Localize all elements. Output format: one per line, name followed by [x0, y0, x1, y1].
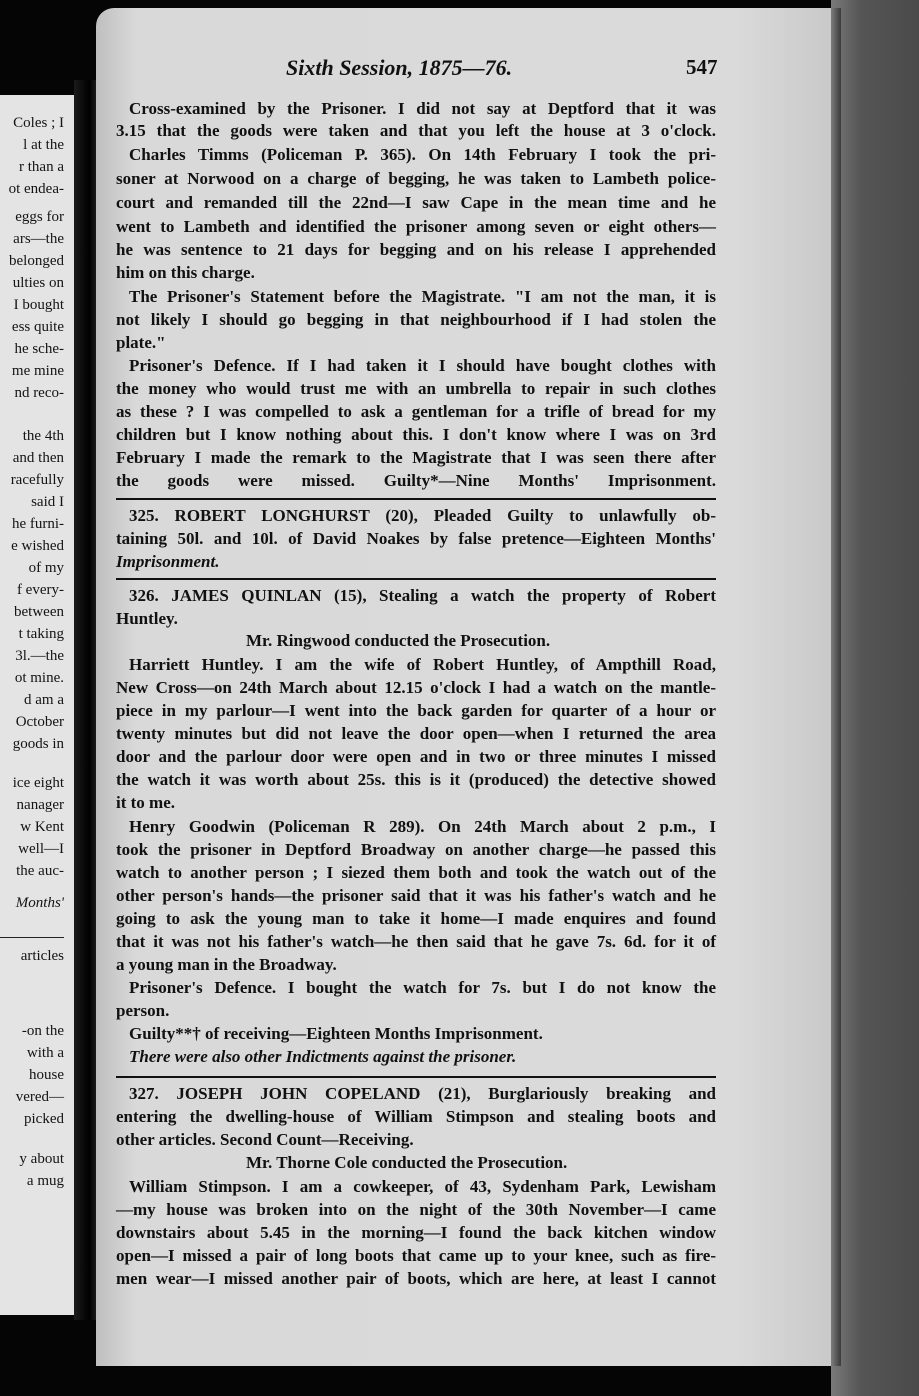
left-line: well—I	[18, 841, 64, 857]
section-rule	[116, 1076, 716, 1078]
text-line: him on this charge.	[116, 263, 255, 282]
left-line: the auc-	[16, 863, 64, 879]
left-line: he sche-	[14, 341, 64, 357]
text-line: twenty minutes but did not leave the door open—when I returned the area	[116, 724, 716, 743]
text-line: as these ? I was compelled to ask a gentleman for a trifle of bread for my	[116, 402, 716, 421]
left-line: Coles ; I	[13, 115, 64, 131]
text-line: it to me.	[116, 793, 176, 812]
left-line: eggs for	[15, 209, 64, 225]
left-line: the 4th	[22, 428, 64, 444]
text-line: plate."	[116, 333, 166, 352]
left-line: nanager	[16, 797, 64, 813]
left-line: me mine	[11, 363, 64, 379]
left-line: nd reco-	[14, 385, 64, 401]
text-line: open—I missed a pair of long boots that came up to your knee, such as fire-	[116, 1246, 716, 1265]
text-line: William Stimpson. I am a cowkeeper, of 43, Sydenham Park, Lewisham	[129, 1177, 716, 1196]
left-line: vered—	[15, 1089, 64, 1105]
text-line: 326. JAMES QUINLAN (15), Stealing a watch the property of Robert	[129, 586, 716, 605]
text-line: the money who would trust me with an umbrella to repair in such clothes	[116, 379, 716, 398]
text-line: going to ask the young man to take it home—I made enquires and found	[116, 909, 716, 928]
text-line: Harriett Huntley. I am the wife of Robert Huntley, of Ampthill Road,	[129, 655, 716, 674]
background-strip	[831, 0, 919, 1396]
text-line: Guilty**† of receiving—Eighteen Months Imprisonment.	[129, 1024, 543, 1043]
text-line: children but I know nothing about this. I don't know where I was on 3rd	[116, 425, 716, 444]
text-line: that it was not his father's watch—he then said that he gave 7s. 6d. for it of	[116, 932, 716, 951]
left-line: ars—the	[13, 231, 64, 247]
text-line: the goods were missed. Guilty*—Nine Months' Imprisonment.	[116, 471, 716, 490]
text-line: other person's hands—the prisoner said that it was his father's watch and he	[116, 886, 716, 905]
text-line: took the prisoner in Deptford Broadway on another charge—he passed this	[116, 840, 716, 859]
left-line: said I	[31, 494, 64, 510]
text-line: a young man in the Broadway.	[116, 955, 337, 974]
text-line: court and remanded till the 22nd—I saw Cape in the mean time and he	[116, 193, 716, 212]
left-line: I bought	[13, 297, 64, 313]
page-edge	[832, 8, 841, 1366]
left-line: d am a	[24, 692, 64, 708]
text-line: Cross-examined by the Prisoner. I did not say at Deptford that it was	[129, 99, 716, 118]
text-line: person.	[116, 1001, 170, 1020]
left-line: picked	[24, 1111, 64, 1127]
left-line: y about	[19, 1151, 64, 1167]
text-line: Prisoner's Defence. If I had taken it I should have bought clothes with	[129, 356, 716, 375]
text-line: Henry Goodwin (Policeman R 289). On 24th March about 2 p.m., I	[129, 817, 716, 836]
text-line: There were also other Indictments against the prisoner.	[129, 1047, 517, 1066]
text-line: watch to another person ; I siezed them both and took the watch out of the	[116, 863, 716, 882]
text-line: downstairs about 5.45 in the morning—I found the back kitchen window	[116, 1223, 716, 1242]
left-line: r than a	[19, 159, 64, 175]
left-line: belonged	[9, 253, 64, 269]
left-line: between	[14, 604, 64, 620]
left-line: with a	[26, 1045, 64, 1061]
text-line: Huntley.	[116, 609, 178, 628]
text-line: he was sentence to 21 days for begging and on his release I apprehended	[116, 240, 716, 259]
text-line: 325. ROBERT LONGHURST (20), Pleaded Guilty to unlawfully ob-	[129, 506, 716, 525]
section-rule	[116, 498, 716, 500]
left-line: ice eight	[12, 775, 64, 791]
left-line: ot endea-	[8, 181, 64, 197]
text-line: —my house was broken into on the night of the 30th November—I came	[116, 1200, 716, 1219]
text-line: The Prisoner's Statement before the Magistrate. "I am not the man, it is	[129, 287, 716, 306]
left-line: f every-	[16, 582, 64, 598]
text-line: men wear—I missed another pair of boots, which are here, at least I cannot	[116, 1269, 716, 1288]
text-line: taining 50l. and 10l. of David Noakes by false pretence—Eighteen Months'	[116, 529, 716, 548]
left-line: l at the	[23, 137, 64, 153]
text-line: other articles. Second Count—Receiving.	[116, 1130, 414, 1149]
left-rule	[0, 937, 64, 938]
left-line: t taking	[18, 626, 64, 642]
left-line: e wished	[11, 538, 64, 554]
left-line: and then	[12, 450, 64, 466]
text-line: Mr. Thorne Cole conducted the Prosecution.	[246, 1153, 568, 1172]
text-line: entering the dwelling-house of William Stimpson and stealing boots and	[116, 1107, 716, 1126]
left-line: of my	[28, 560, 64, 576]
text-line: not likely I should go begging in that neighbourhood if I had stolen the	[116, 310, 716, 329]
left-line: he furni-	[11, 516, 64, 532]
left-line: goods in	[12, 736, 64, 752]
left-line: 3l.—the	[15, 648, 64, 664]
left-line: house	[29, 1067, 64, 1083]
left-line: ess quite	[11, 319, 64, 335]
text-line: February I made the remark to the Magistrate that I was seen there after	[116, 448, 716, 467]
text-line: the watch it was worth about 25s. this is it (produced) the detective showed	[116, 770, 716, 789]
text-line: piece in my parlour—I went into the back garden for quarter of a hour or	[116, 701, 716, 720]
left-line: a mug	[26, 1173, 64, 1189]
text-line: soner at Norwood on a charge of begging, he was taken to Lambeth police-	[116, 169, 716, 188]
text-line: 3.15 that the goods were taken and that you left the house at 3 o'clock.	[116, 121, 716, 140]
text-line: went to Lambeth and identified the prisoner among seven or eight others—	[116, 217, 716, 236]
left-line: Months'	[15, 895, 64, 911]
text-line: 327. JOSEPH JOHN COPELAND (21), Burglariously breaking and	[129, 1084, 716, 1103]
left-line: racefully	[10, 472, 64, 488]
running-head: Sixth Session, 1875—76.	[286, 55, 513, 80]
text-line: Imprisonment.	[116, 552, 220, 571]
left-line: ot mine.	[14, 670, 64, 686]
left-line: -on the	[21, 1023, 64, 1039]
page-number: 547	[686, 55, 718, 79]
text-line: Mr. Ringwood conducted the Prosecution.	[246, 631, 551, 650]
text-line: New Cross—on 24th March about 12.15 o'clock I had a watch on the mantle-	[116, 678, 716, 697]
section-rule	[116, 578, 716, 580]
right-page	[96, 8, 831, 1366]
left-line: articles	[20, 948, 64, 964]
text-line: Prisoner's Defence. I bought the watch for 7s. but I do not know the	[129, 978, 716, 997]
text-line: door and the parlour door were open and in two or three minutes I missed	[116, 747, 716, 766]
left-line: October	[15, 714, 64, 730]
left-line: ulties on	[12, 275, 64, 291]
left-line: w Kent	[20, 819, 64, 835]
text-line: Charles Timms (Policeman P. 365). On 14th February I took the pri-	[129, 145, 716, 164]
